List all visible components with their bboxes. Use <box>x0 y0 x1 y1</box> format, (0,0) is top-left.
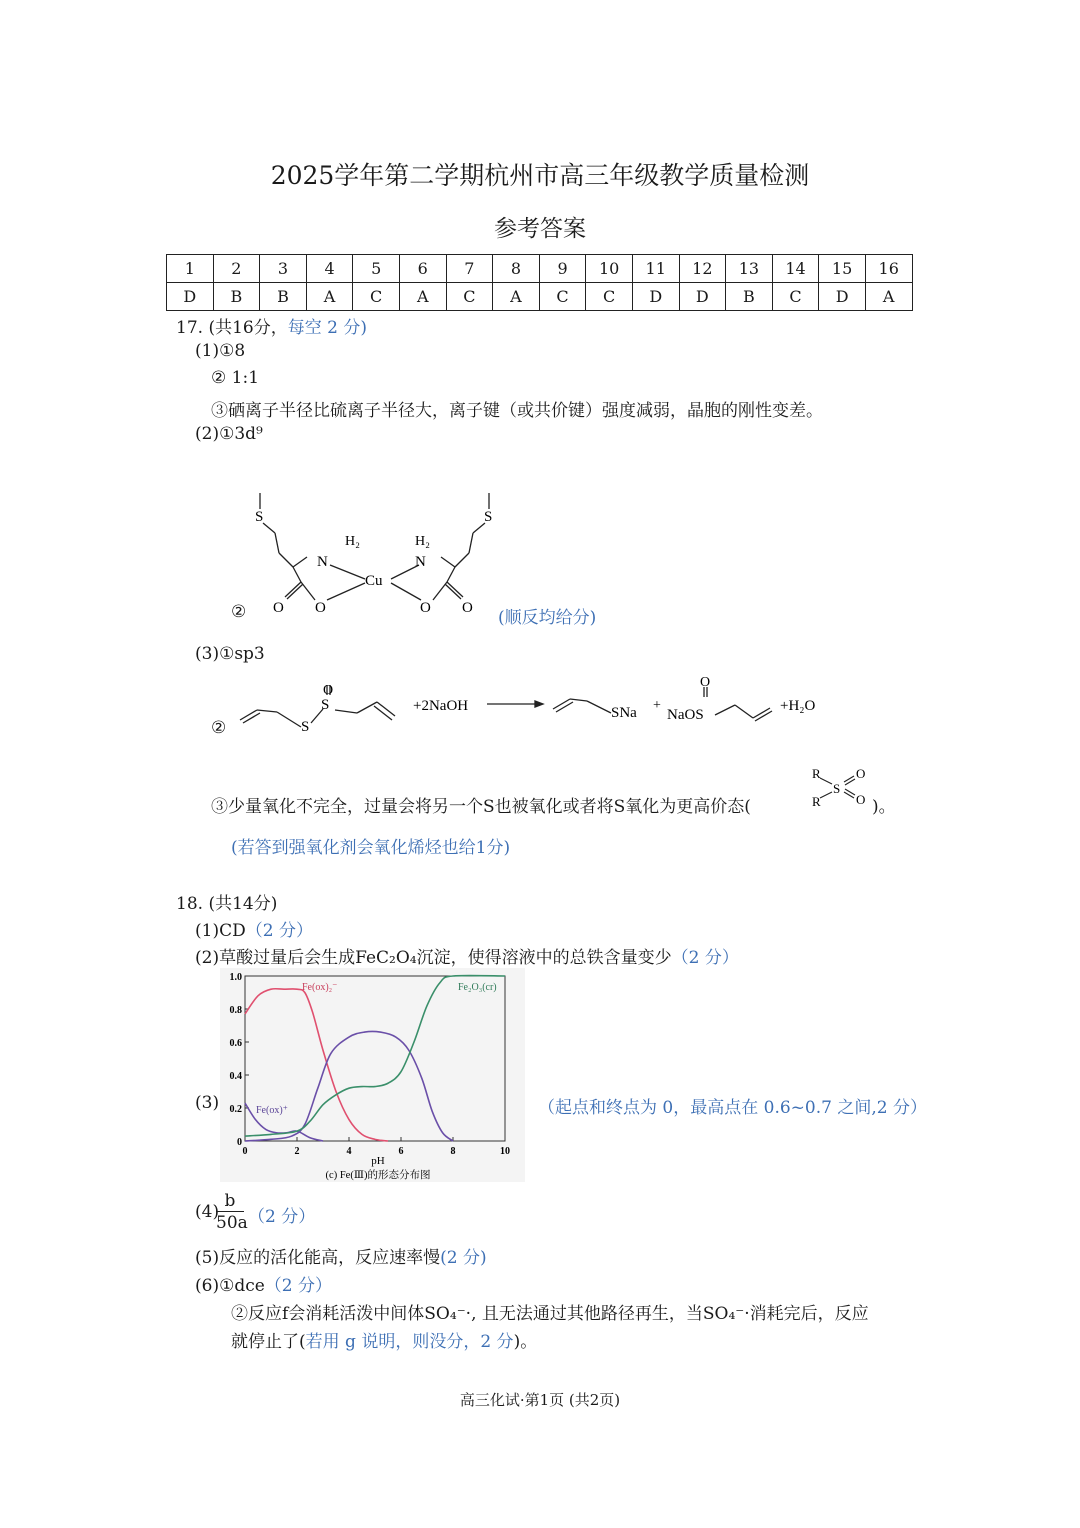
question-number-cell: 1 <box>167 255 214 283</box>
q18-4-denominator: 50a <box>216 1213 248 1233</box>
reagent-naoh: +2NaOH <box>413 698 469 714</box>
q17-header-text: 17. (共16分， <box>176 318 288 338</box>
q18-6-1-note: （2 分） <box>264 1276 333 1296</box>
x-tick-label: 10 <box>500 1146 510 1157</box>
q17-2-2-label: ② <box>231 602 247 622</box>
q18-6-1-text: (6)①dce <box>195 1276 265 1296</box>
question-number-cell: 10 <box>586 255 633 283</box>
sulfone-r1: R <box>812 766 821 781</box>
question-number-cell: 8 <box>493 255 540 283</box>
q18-1-text: (1)CD <box>195 921 246 941</box>
q18-4-fraction <box>216 1191 248 1234</box>
q17-3-3-text: ③少量氧化不完全，过量会将另一个S也被氧化或者将S氧化为更高价态( <box>211 797 751 817</box>
q18-6-1 <box>195 1271 332 1296</box>
complex-s-right: S <box>484 509 493 525</box>
q18-3-note: （起点和终点为 0，最高点在 0.6~0.7 之间,2 分） <box>538 1098 927 1118</box>
thiosulfinate-s1: S <box>321 697 330 713</box>
complex-o4: O <box>462 600 473 616</box>
question-number-cell: 15 <box>819 255 866 283</box>
q18-1-note: （2 分） <box>245 921 313 941</box>
complex-h2-right: H₂ <box>415 534 430 549</box>
q18-6-3-text: 就停止了( <box>231 1332 306 1352</box>
page-subtitle: 参考答案 <box>494 216 586 242</box>
q17-2-2-note: (顺反均给分) <box>498 608 597 628</box>
chart-annotation-feox2: Fe(ox)₂⁻ <box>302 982 338 993</box>
y-tick-label: 1.0 <box>229 972 242 983</box>
question-number-cell: 14 <box>772 255 819 283</box>
y-tick-label: 0.2 <box>229 1104 242 1115</box>
question-number-cell: 2 <box>213 255 260 283</box>
q18-6-3 <box>231 1327 537 1352</box>
complex-s-left: S <box>255 509 264 525</box>
q17-3-note: (若答到强氧化剂会氧化烯烃也给1分) <box>231 838 511 858</box>
sulfone-o2: O <box>856 792 866 807</box>
x-tick-label: 0 <box>242 1146 248 1157</box>
reaction-scheme <box>235 675 835 745</box>
y-tick-label: 0.6 <box>229 1038 242 1049</box>
question-number-cell: 6 <box>399 255 446 283</box>
answer-cell: B <box>213 283 260 311</box>
answer-cell: B <box>726 283 773 311</box>
q18-4-label: (4) <box>195 1202 220 1222</box>
question-number-cell: 7 <box>446 255 493 283</box>
page-title: 2025学年第二学期杭州市高三年级教学质量检测 <box>270 161 810 190</box>
chart-background <box>220 968 525 1182</box>
sulfone-structure <box>806 764 876 814</box>
fe3-speciation-chart <box>220 968 525 1182</box>
q18-6-3-end: )。 <box>513 1332 538 1352</box>
answer-cell: C <box>353 283 400 311</box>
q18-2 <box>195 943 739 968</box>
answer-row <box>167 283 913 311</box>
q18-5-note: (2 分) <box>440 1248 487 1268</box>
q18-2-text: (2)草酸过量后会生成FeC₂O₄沉淀，使得溶液中的总铁含量变少 <box>195 948 672 968</box>
chart-caption: (c) Fe(Ⅲ)的形态分布图 <box>325 1170 431 1181</box>
y-tick-label: 0 <box>237 1137 242 1148</box>
complex-h2-left: H₂ <box>345 534 360 549</box>
q18-6-3-note: 若用 g 说明，则没分，2 分 <box>305 1332 514 1352</box>
sulfone-s: S <box>833 781 841 796</box>
question-number-cell: 12 <box>679 255 726 283</box>
answer-cell: A <box>399 283 446 311</box>
x-tick-label: 2 <box>294 1146 300 1157</box>
product-naos: NaOS <box>667 707 704 723</box>
q17-3-1: (3)①sp3 <box>195 644 265 664</box>
question-number-cell: 11 <box>632 255 679 283</box>
answer-cell: D <box>819 283 866 311</box>
product-plus: + <box>653 698 661 713</box>
q17-1-3: ③硒离子半径比硫离子半径大，离子键（或共价键）强度减弱，晶胞的刚性变差。 <box>211 401 823 421</box>
question-number-cell: 16 <box>865 255 912 283</box>
chart-annotation-feox: Fe(ox)⁺ <box>256 1105 288 1116</box>
question-number-cell: 3 <box>260 255 307 283</box>
page-footer: 高三化试·第1页 (共2页) <box>459 1391 621 1409</box>
complex-cu: Cu <box>365 573 383 589</box>
cu-complex-structure <box>255 485 495 625</box>
answer-cell: C <box>772 283 819 311</box>
q17-3-3-end: )。 <box>872 797 896 817</box>
answer-cell: D <box>632 283 679 311</box>
q17-1-2: ② 1:1 <box>211 368 260 388</box>
q18-2-note: （2 分） <box>671 948 739 968</box>
answer-cell: D <box>167 283 214 311</box>
answer-cell: C <box>539 283 586 311</box>
answer-cell: C <box>446 283 493 311</box>
answer-cell: D <box>679 283 726 311</box>
naos-o: O <box>700 675 711 690</box>
x-tick-label: 6 <box>398 1146 404 1157</box>
complex-o3: O <box>420 600 431 616</box>
q18-3-label: (3) <box>195 1093 220 1113</box>
q18-header: 18. (共14分) <box>176 894 278 914</box>
product-h2o: +H₂O <box>780 698 816 714</box>
q17-3-3 <box>211 792 751 817</box>
question-number-cell: 4 <box>306 255 353 283</box>
question-number-cell: 5 <box>353 255 400 283</box>
answer-cell: B <box>260 283 307 311</box>
thiosulfinate-o: O <box>323 683 334 698</box>
question-number-row <box>167 255 913 283</box>
q18-1 <box>195 916 313 941</box>
q17-header <box>176 313 367 338</box>
answer-cell: A <box>306 283 353 311</box>
chart-xlabel: pH <box>371 1155 385 1167</box>
complex-o2: O <box>315 600 326 616</box>
q17-header-note: 每空 2 分) <box>287 318 367 338</box>
x-tick-label: 8 <box>450 1146 456 1157</box>
q18-5 <box>195 1243 487 1268</box>
question-number-cell: 9 <box>539 255 586 283</box>
complex-n-right: N <box>415 554 426 570</box>
product-sna: SNa <box>611 705 637 721</box>
chart-annotation-fe2o3: Fe₂O₃(cr) <box>458 982 497 993</box>
answer-cell: C <box>586 283 633 311</box>
q18-4-numerator: b <box>224 1191 236 1211</box>
complex-o1: O <box>273 600 284 616</box>
x-tick-label: 4 <box>346 1146 352 1157</box>
y-tick-label: 0.4 <box>229 1071 242 1082</box>
thiosulfinate-s2: S <box>301 719 310 735</box>
answer-cell: A <box>493 283 540 311</box>
q17-3-2-label: ② <box>211 718 227 738</box>
q17-1-1: (1)①8 <box>195 341 246 361</box>
q17-2-1: (2)①3d⁹ <box>195 424 263 444</box>
q18-5-text: (5)反应的活化能高，反应速率慢 <box>195 1248 441 1268</box>
y-tick-label: 0.8 <box>229 1005 242 1016</box>
answer-cell: A <box>865 283 912 311</box>
question-number-cell: 13 <box>726 255 773 283</box>
q18-4-note: （2 分） <box>248 1207 316 1227</box>
complex-n-left: N <box>317 554 328 570</box>
sulfone-r2: R <box>812 794 821 809</box>
sulfone-o1: O <box>856 766 866 781</box>
answer-table <box>166 254 913 311</box>
q18-6-2: ②反应f会消耗活泼中间体SO₄⁻·, 且无法通过其他路径再生，当SO₄⁻·消耗完后，反应 <box>231 1304 869 1324</box>
